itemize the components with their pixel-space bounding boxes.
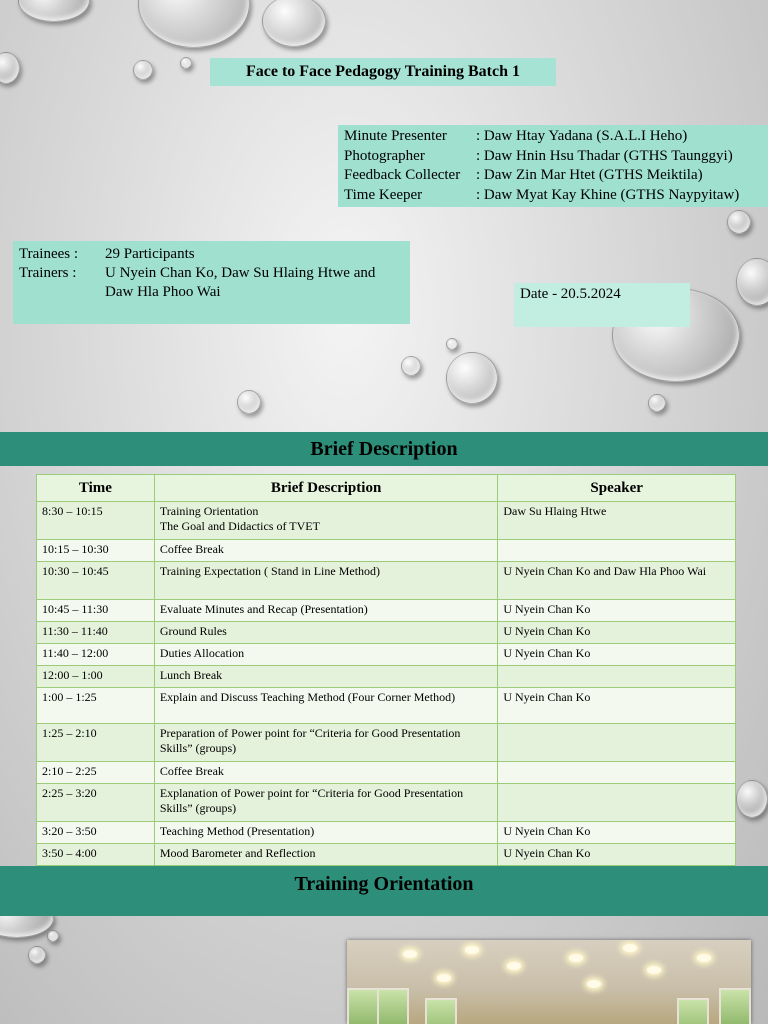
trainees-label: Trainees : [19, 246, 79, 262]
water-drop [28, 946, 46, 964]
role-label: Time Keeper [344, 186, 423, 203]
table-row [37, 600, 736, 622]
table-header-row [37, 475, 736, 502]
ceiling-light [697, 954, 711, 962]
ceiling-light [569, 954, 583, 962]
water-drop [648, 394, 666, 412]
trainers-row [19, 264, 404, 283]
cell-description [154, 666, 497, 688]
role-label: Minute Presenter [344, 128, 447, 144]
cell-description [154, 762, 497, 784]
table-row [37, 762, 736, 784]
ceiling-light [465, 946, 479, 954]
cell-time: 12:00 – 1:00 [37, 666, 155, 688]
cell-time: 10:15 – 10:30 [37, 540, 155, 562]
description-line: Training Orientation [159, 504, 259, 518]
description-line: Training Expectation ( Stand in Line Method) [159, 564, 381, 578]
table-row [37, 822, 736, 844]
water-drop [18, 0, 90, 22]
description-line: Lunch Break [159, 668, 223, 682]
water-drop [401, 356, 421, 376]
table-row [37, 502, 736, 540]
description-line: Mood Barometer and Reflection [159, 846, 316, 860]
trainers-value: U Nyein Chan Ko, Daw Su Hlaing Htwe and [105, 265, 376, 281]
ceiling-light [623, 944, 637, 952]
participants-panel [13, 241, 410, 324]
table-row [37, 666, 736, 688]
cell-description [154, 502, 497, 540]
role-value: : Daw Zin Mar Htet (GTHS Meiktila) [476, 167, 703, 183]
description-line-2: The Goal and Didactics of TVET [159, 519, 320, 533]
schedule-table-body [37, 502, 736, 866]
window [347, 988, 379, 1024]
role-row [344, 127, 762, 147]
water-drop [736, 258, 768, 306]
table-row [37, 724, 736, 762]
description-line: Evaluate Minutes and Recap (Presentation) [159, 602, 368, 616]
column-header-description: Brief Description [154, 475, 497, 502]
table-row [37, 644, 736, 666]
ceiling-light [647, 966, 661, 974]
cell-speaker: U Nyein Chan Ko and Daw Hla Phoo Wai [498, 562, 736, 600]
cell-description [154, 562, 497, 600]
description-line: Preparation of Power point for “Criteria for Good Presentation [159, 726, 461, 740]
water-drop [133, 60, 153, 80]
table-row [37, 784, 736, 822]
water-drop [180, 57, 192, 69]
role-row [344, 147, 762, 167]
cell-speaker: U Nyein Chan Ko [498, 622, 736, 644]
ceiling-light [403, 950, 417, 958]
table-row [37, 540, 736, 562]
cell-speaker: U Nyein Chan Ko [498, 644, 736, 666]
description-line: Explanation of Power point for “Criteria for Good Presentation [159, 786, 464, 800]
water-drop [47, 930, 59, 942]
cell-speaker [498, 724, 736, 762]
cell-time: 1:25 – 2:10 [37, 724, 155, 762]
description-line-2: Skills” (groups) [159, 741, 237, 755]
role-label: Photographer [344, 147, 425, 164]
role-value: : Daw Hnin Hsu Thadar (GTHS Taunggyi) [476, 147, 733, 164]
cell-speaker [498, 762, 736, 784]
description-line: Coffee Break [159, 542, 224, 556]
cell-speaker [498, 784, 736, 822]
water-drop [0, 52, 20, 84]
cell-speaker: U Nyein Chan Ko [498, 844, 736, 866]
description-line-2: Skills” (groups) [159, 801, 237, 815]
cell-description [154, 688, 497, 724]
cell-time: 10:30 – 10:45 [37, 562, 155, 600]
cell-description [154, 844, 497, 866]
cell-speaker: U Nyein Chan Ko [498, 600, 736, 622]
schedule-table [36, 474, 736, 866]
cell-description [154, 600, 497, 622]
table-row [37, 562, 736, 600]
water-drop [138, 0, 250, 48]
column-header-time: Time [37, 475, 155, 502]
cell-description [154, 822, 497, 844]
cell-speaker: Daw Su Hlaing Htwe [498, 502, 736, 540]
cell-description [154, 784, 497, 822]
role-label: Feedback Collecter [344, 167, 461, 183]
cell-speaker [498, 666, 736, 688]
cell-time: 2:10 – 2:25 [37, 762, 155, 784]
date-label: Date - 20.5.2024 [514, 283, 690, 327]
cell-speaker: U Nyein Chan Ko [498, 822, 736, 844]
trainers-value-2: Daw Hla Phoo Wai [105, 284, 221, 300]
table-row [37, 688, 736, 724]
water-drop [237, 390, 261, 414]
cell-time: 2:25 – 3:20 [37, 784, 155, 822]
cell-time: 10:45 – 11:30 [37, 600, 155, 622]
trainers-label: Trainers : [19, 265, 77, 281]
cell-time: 1:00 – 1:25 [37, 688, 155, 724]
role-row [344, 186, 762, 206]
water-drop [262, 0, 326, 47]
role-row [344, 166, 762, 186]
table-row [37, 844, 736, 866]
trainees-row [19, 245, 404, 264]
cell-time: 3:20 – 3:50 [37, 822, 155, 844]
spacer [19, 283, 105, 302]
section-heading-training-orientation: Training Orientation [0, 866, 768, 916]
water-drop [446, 352, 498, 404]
trainees-value: 29 Participants [105, 246, 195, 262]
description-line: Coffee Break [159, 764, 224, 778]
description-line: Teaching Method (Presentation) [159, 824, 315, 838]
page-title: Face to Face Pedagogy Training Batch 1 [210, 58, 556, 86]
description-line: Explain and Discuss Teaching Method (Four Corner Method) [159, 690, 456, 704]
description-line: Ground Rules [159, 624, 227, 638]
water-drop [446, 338, 458, 350]
cell-time: 11:40 – 12:00 [37, 644, 155, 666]
cell-description [154, 724, 497, 762]
cell-time: 11:30 – 11:40 [37, 622, 155, 644]
role-value: : Daw Myat Kay Khine (GTHS Naypyitaw) [476, 186, 740, 203]
cell-time: 3:50 – 4:00 [37, 844, 155, 866]
table-row [37, 622, 736, 644]
window [377, 988, 409, 1024]
cell-time: 8:30 – 10:15 [37, 502, 155, 540]
cell-description [154, 644, 497, 666]
cell-speaker [498, 540, 736, 562]
roles-panel [338, 125, 768, 207]
window [677, 998, 709, 1024]
cell-description [154, 622, 497, 644]
water-drop [727, 210, 751, 234]
water-drop [736, 780, 768, 818]
trainers-row-2 [19, 283, 404, 302]
section-heading-brief-description: Brief Description [0, 432, 768, 466]
ceiling-light [587, 980, 601, 988]
ceiling-light [507, 962, 521, 970]
window [425, 998, 457, 1024]
training-room-photo [347, 940, 751, 1024]
column-header-speaker: Speaker [498, 475, 736, 502]
ceiling-light [437, 974, 451, 982]
cell-speaker: U Nyein Chan Ko [498, 688, 736, 724]
role-value: : Daw Htay Yadana (S.A.L.I Heho) [476, 128, 688, 144]
window [719, 988, 751, 1024]
description-line: Duties Allocation [159, 646, 245, 660]
cell-description [154, 540, 497, 562]
